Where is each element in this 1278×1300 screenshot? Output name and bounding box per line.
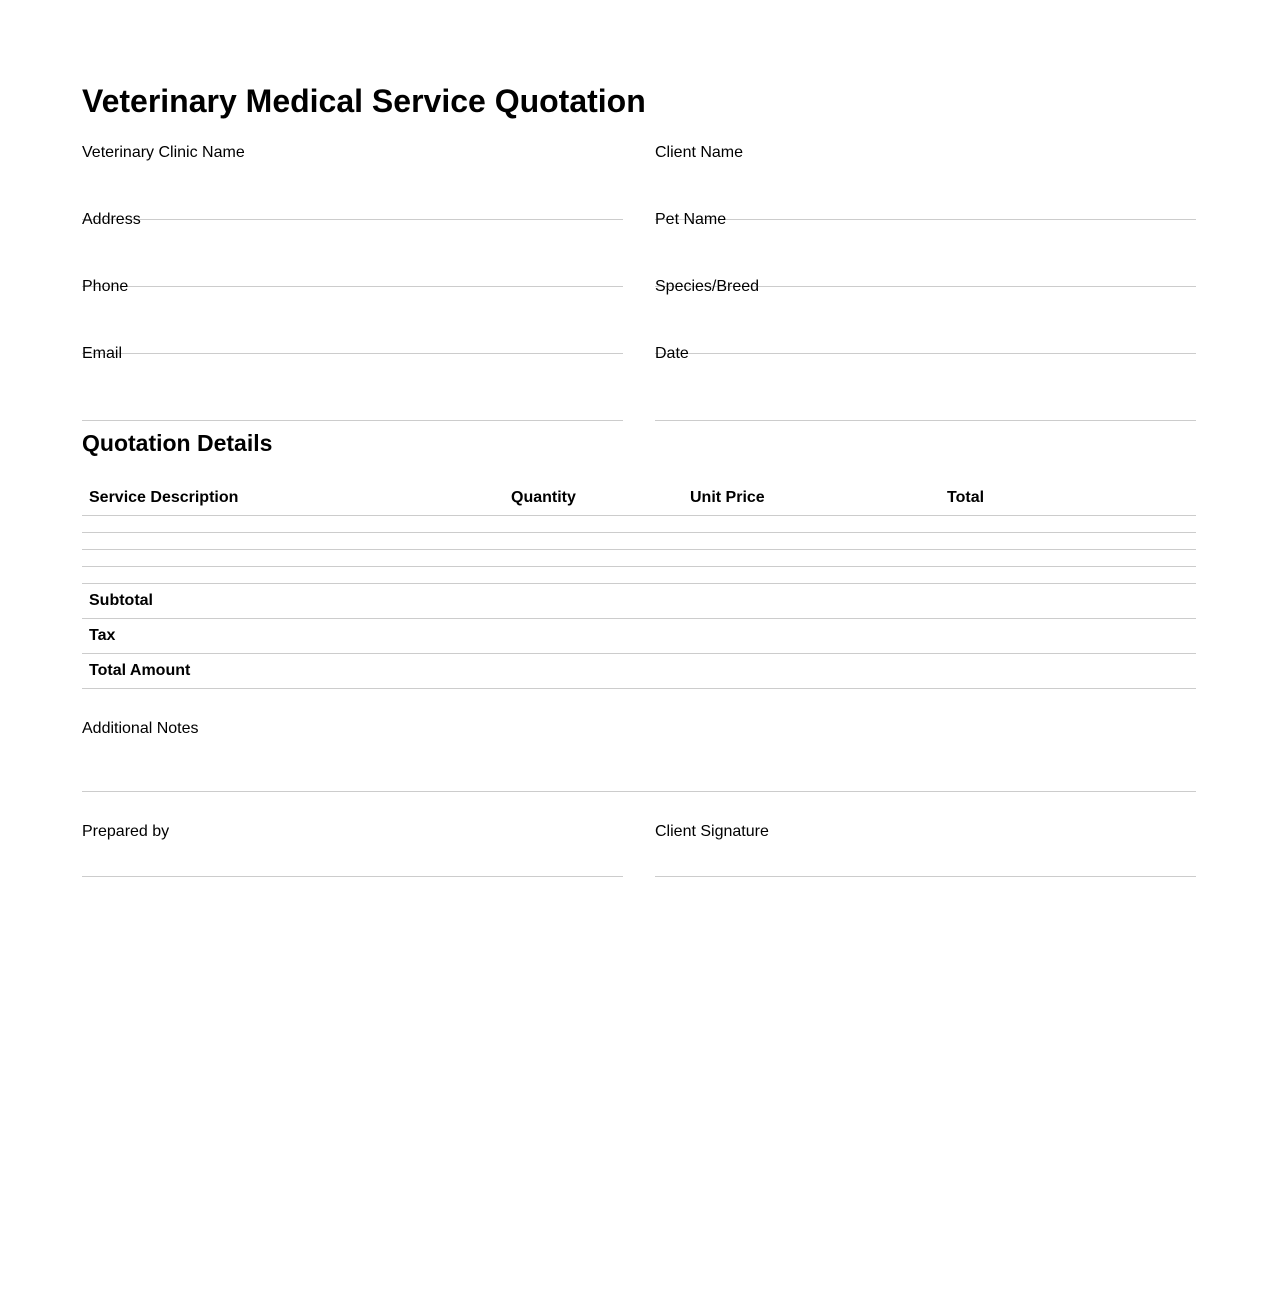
table-header [82,480,1196,516]
clinic-name-field[interactable] [82,144,623,220]
field-label: Prepared by [82,823,170,840]
table-row[interactable] [82,533,1196,550]
table-row[interactable] [82,567,1196,584]
col-total: Total [940,480,1196,516]
field-label: Pet Name [655,211,727,228]
field-label: Date [655,345,689,362]
page-title: Veterinary Medical Service Quotation [82,83,646,119]
tax-row [82,619,1196,654]
col-unit-price: Unit Price [683,480,940,516]
field-label: Species/Breed [655,278,760,295]
field-label: Veterinary Clinic Name [82,144,245,161]
date-field[interactable] [655,345,1196,421]
address-field[interactable] [82,211,623,287]
section-title: Quotation Details [82,430,273,456]
client-name-field[interactable] [655,144,1196,220]
client-signature-field[interactable] [655,823,1196,877]
prepared-by-field[interactable] [82,823,623,877]
total-amount-row [82,654,1196,689]
field-label: Address [82,211,141,228]
col-quantity: Quantity [504,480,683,516]
subtotal-row [82,584,1196,619]
email-field[interactable] [82,345,623,421]
col-service-description: Service Description [82,480,504,516]
field-label: Email [82,345,123,362]
pet-name-field[interactable] [655,211,1196,287]
total-amount-label: Total Amount [82,654,504,689]
phone-field[interactable] [82,278,623,354]
table-row[interactable] [82,516,1196,533]
field-label: Client Name [655,144,744,161]
field-label: Phone [82,278,129,295]
species-breed-field[interactable] [655,278,1196,354]
field-label: Client Signature [655,823,769,840]
table-row[interactable] [82,550,1196,567]
tax-label: Tax [82,619,504,654]
additional-notes-field[interactable] [82,720,1196,792]
field-label: Additional Notes [82,720,199,737]
quotation-table [82,480,1196,689]
subtotal-label: Subtotal [82,584,504,619]
